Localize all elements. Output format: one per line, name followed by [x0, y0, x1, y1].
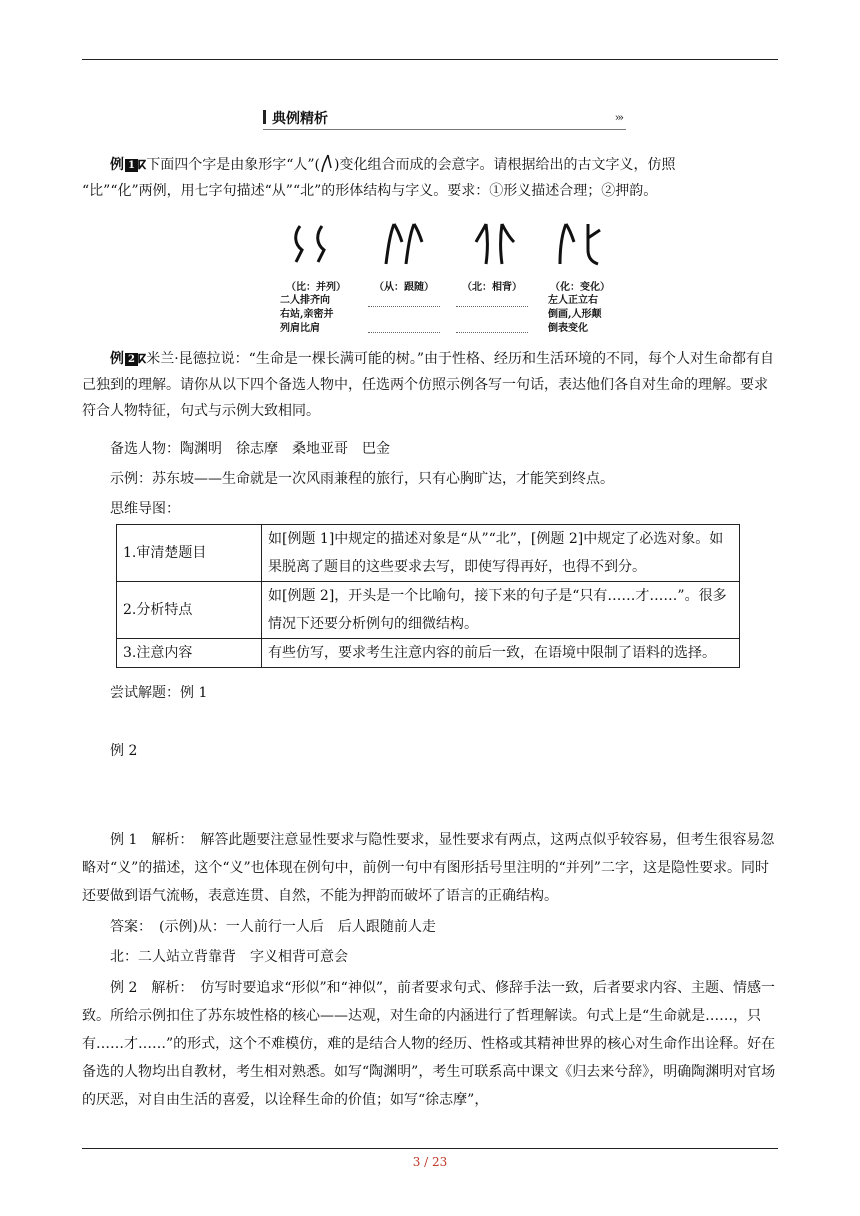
- feather-icon: ⴽ: [138, 352, 147, 366]
- candidates-line: 备选人物：陶渊明 徐志摩 桑地亚哥 巴金: [110, 441, 390, 457]
- example-2-number: 2: [125, 353, 138, 366]
- caption-bei: （北：相背）: [462, 282, 522, 293]
- caption-cong: （从：跟随）: [374, 282, 434, 293]
- table-row: [117, 582, 740, 639]
- table-row: [117, 639, 740, 668]
- blank-bei-2: [456, 332, 528, 334]
- example-2-label: 例: [110, 351, 124, 367]
- banner-underline: [263, 129, 626, 130]
- example-1-number: 1: [125, 159, 138, 172]
- desc-bi: 二人排齐向 右站,亲密并 列肩比肩: [280, 295, 334, 334]
- ren-pictograph-icon: [320, 154, 334, 174]
- header-rule: [82, 59, 778, 60]
- feather-icon: ⴽ: [138, 158, 147, 172]
- answer-1-bei: 北：二人站立背靠背 字义相背可意会: [110, 949, 348, 965]
- section-banner: [263, 108, 626, 130]
- ancient-character-figure: [276, 220, 616, 340]
- hua-glyph-icon: [552, 220, 612, 270]
- example-2-text: 米兰·昆德拉说：“生命是一棵长满可能的树。”由于性格、经历和生活环境的不同，每个人对生命都有自己独到的理解。请你从以下四个备选人物中，任选两个仿照示例各写一句话，表达他们各自对生命的理解。要求符合人物特征，句式与示例大致相同。: [82, 351, 774, 419]
- example-2-question: [82, 346, 778, 424]
- mindmap-label: 思维导图：: [110, 501, 180, 517]
- page-number: 3 / 23: [412, 1155, 448, 1169]
- banner-arrows: ›››: [614, 111, 622, 124]
- example-1-question: [82, 152, 778, 204]
- mindmap-table: [116, 524, 740, 668]
- example-1-label: 例: [110, 157, 124, 173]
- answer-2-analysis: 例 2 解析： 仿写时要追求“形似”和“神似”，前者要求句式、修辞手法一致，后者要求内容、主题、情感一致。所给示例扣住了苏东坡性格的核心——达观，对生命的内涵进行了哲理解读。句式上是“生命就是……，只有……才……”的形式，这个不难模仿，难的是结合人物的经历、性格或其精神世界的核心对生命作出诠释。好在备选的人物均出自教材，考生相对熟悉。如写“陶渊明”，考生可联系高中课文《归去来兮辞》，明确陶渊明对官场的厌恶，对自由生活的喜爱，以诠释生命的价值；如写“徐志摩”，: [82, 980, 776, 1108]
- answer-1-analysis: 例 1 解析： 解答此题要注意显性要求与隐性要求，显性要求有两点，这两点似乎较容易，但考生很容易忽略对“义”的描述，这个“义”也体现在例句中，前例一句中有图形括号里注明的“并列”二字，这是隐性要求。同时还要做到语气流畅，表意连贯、自然，不能为押韵而破坏了语言的正确结构。: [82, 832, 775, 904]
- example-1-text-b: )变化组合而成的会意字。请根据给出的古文字义，仿照: [334, 157, 676, 173]
- caption-hua: （化：变化）: [550, 282, 610, 293]
- blank-bei-1: [456, 306, 528, 308]
- table-cell-step: 1.审清楚题目: [117, 525, 262, 582]
- section-title: 典例精析: [272, 111, 328, 127]
- example-line: 示例：苏东坡——生命就是一次风雨兼程的旅行，只有心胸旷达，才能笑到终点。: [110, 471, 614, 487]
- example-1-text-a: 下面四个字是由象形字“人”(: [146, 157, 321, 173]
- try-solve-2: 例 2: [110, 743, 138, 759]
- table-row: [117, 525, 740, 582]
- table-cell-desc: 有些仿写，要求考生注意内容的前后一致，在语境中限制了语料的选择。: [262, 639, 740, 668]
- table-cell-desc: 如[例题 1]中规定的描述对象是“从”“北”，[例题 2]中规定了必选对象。如果脱离了题目的这些要求去写，即使写得再好，也得不到分。: [262, 525, 740, 582]
- try-solve-1: 尝试解题：例 1: [110, 685, 208, 701]
- cong-glyph-icon: [376, 220, 436, 270]
- caption-bi: （比：并列）: [286, 282, 346, 293]
- table-cell-step: 2.分析特点: [117, 582, 262, 639]
- desc-hua: 左人正立右 倒画,人形颠 倒表变化: [548, 295, 602, 334]
- blank-cong-1: [368, 306, 440, 308]
- bi-glyph-icon: [286, 220, 346, 270]
- blank-cong-2: [368, 332, 440, 334]
- table-cell-step: 3.注意内容: [117, 639, 262, 668]
- banner-bar: [263, 110, 266, 124]
- example-1-text-c: “比”“化”两例，用七字句描述“从”“北”的形体结构与字义。要求：①形义描述合理；②押韵。: [82, 183, 658, 199]
- bei-glyph-icon: [466, 220, 526, 270]
- answer-1-answer: 答案： (示例)从：一人前行一人后 后人跟随前人走: [110, 919, 436, 935]
- footer-rule: [82, 1148, 778, 1149]
- table-cell-desc: 如[例题 2]，开头是一个比喻句，接下来的句子是“只有……才……”。很多情况下还要分析例句的细微结构。: [262, 582, 740, 639]
